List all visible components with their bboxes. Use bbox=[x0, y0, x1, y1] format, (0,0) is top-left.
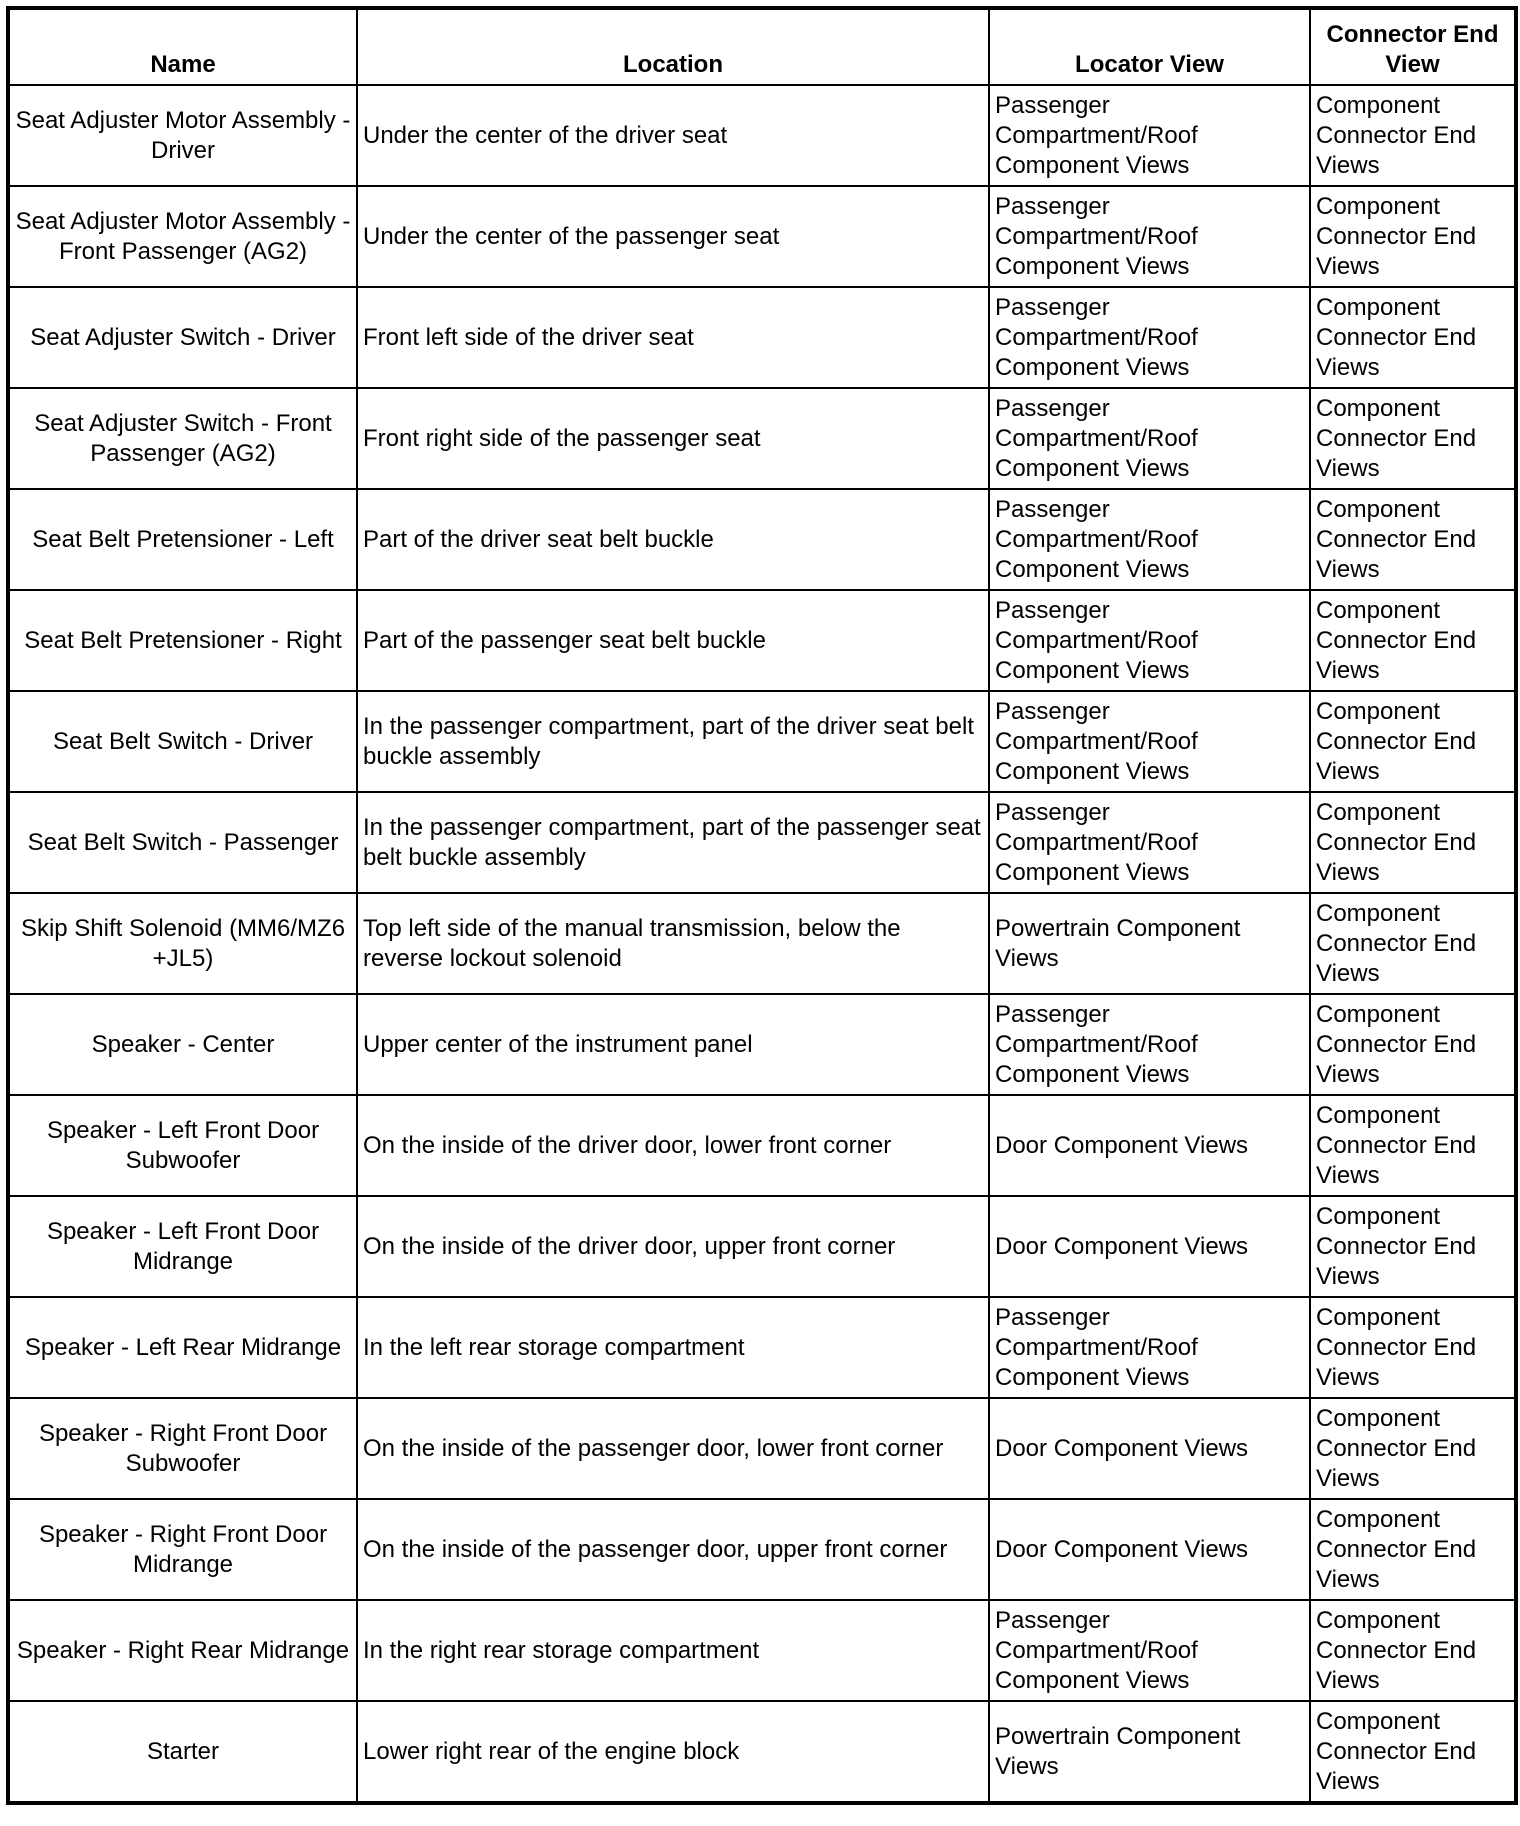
name-cell: Speaker - Left Rear Midrange bbox=[8, 1297, 357, 1398]
connector-end-view-cell: Component Connector End Views bbox=[1310, 1196, 1516, 1297]
name-cell: Seat Adjuster Motor Assembly - Front Passenger (AG2) bbox=[8, 186, 357, 287]
locator-view-cell: Passenger Compartment/Roof Component Views bbox=[989, 489, 1310, 590]
locator-view-cell: Door Component Views bbox=[989, 1095, 1310, 1196]
table-row bbox=[8, 994, 1516, 1095]
header-connector-end-view: Connector End View bbox=[1310, 8, 1516, 85]
name-cell: Speaker - Right Front Door Midrange bbox=[8, 1499, 357, 1600]
header-locator-view: Locator View bbox=[989, 8, 1310, 85]
table-row bbox=[8, 388, 1516, 489]
location-cell: Part of the driver seat belt buckle bbox=[357, 489, 989, 590]
location-cell: Under the center of the passenger seat bbox=[357, 186, 989, 287]
table-row bbox=[8, 1196, 1516, 1297]
locator-view-cell: Passenger Compartment/Roof Component Views bbox=[989, 287, 1310, 388]
table-row bbox=[8, 893, 1516, 994]
connector-end-view-cell: Component Connector End Views bbox=[1310, 85, 1516, 186]
connector-end-view-cell: Component Connector End Views bbox=[1310, 1297, 1516, 1398]
connector-end-view-cell: Component Connector End Views bbox=[1310, 893, 1516, 994]
locator-view-cell: Passenger Compartment/Roof Component Views bbox=[989, 1600, 1310, 1701]
table-body bbox=[8, 85, 1516, 1803]
connector-end-view-cell: Component Connector End Views bbox=[1310, 186, 1516, 287]
connector-end-view-cell: Component Connector End Views bbox=[1310, 489, 1516, 590]
location-cell: Top left side of the manual transmission, below the reverse lockout solenoid bbox=[357, 893, 989, 994]
name-cell: Speaker - Left Front Door Midrange bbox=[8, 1196, 357, 1297]
connector-end-view-cell: Component Connector End Views bbox=[1310, 590, 1516, 691]
name-cell: Seat Adjuster Switch - Front Passenger (AG2) bbox=[8, 388, 357, 489]
name-cell: Seat Adjuster Motor Assembly - Driver bbox=[8, 85, 357, 186]
table-row bbox=[8, 1600, 1516, 1701]
header-location: Location bbox=[357, 8, 989, 85]
connector-end-view-cell: Component Connector End Views bbox=[1310, 1095, 1516, 1196]
connector-end-view-cell: Component Connector End Views bbox=[1310, 1701, 1516, 1803]
connector-end-view-cell: Component Connector End Views bbox=[1310, 388, 1516, 489]
table-row bbox=[8, 590, 1516, 691]
locator-view-cell: Passenger Compartment/Roof Component Views bbox=[989, 792, 1310, 893]
connector-end-view-cell: Component Connector End Views bbox=[1310, 792, 1516, 893]
table-row bbox=[8, 489, 1516, 590]
locator-view-cell: Door Component Views bbox=[989, 1398, 1310, 1499]
locator-view-cell: Passenger Compartment/Roof Component Views bbox=[989, 1297, 1310, 1398]
name-cell: Seat Belt Switch - Driver bbox=[8, 691, 357, 792]
locator-view-cell: Passenger Compartment/Roof Component Views bbox=[989, 994, 1310, 1095]
connector-end-view-cell: Component Connector End Views bbox=[1310, 691, 1516, 792]
locator-view-cell: Passenger Compartment/Roof Component Views bbox=[989, 388, 1310, 489]
name-cell: Seat Belt Pretensioner - Right bbox=[8, 590, 357, 691]
name-cell: Seat Adjuster Switch - Driver bbox=[8, 287, 357, 388]
location-cell: Front right side of the passenger seat bbox=[357, 388, 989, 489]
table-row bbox=[8, 691, 1516, 792]
table-row bbox=[8, 792, 1516, 893]
table-row bbox=[8, 1499, 1516, 1600]
connector-end-view-cell: Component Connector End Views bbox=[1310, 1398, 1516, 1499]
connector-end-view-cell: Component Connector End Views bbox=[1310, 994, 1516, 1095]
component-locator-table bbox=[6, 6, 1518, 1805]
table-row bbox=[8, 287, 1516, 388]
table-row bbox=[8, 85, 1516, 186]
location-cell: Part of the passenger seat belt buckle bbox=[357, 590, 989, 691]
location-cell: Under the center of the driver seat bbox=[357, 85, 989, 186]
name-cell: Seat Belt Pretensioner - Left bbox=[8, 489, 357, 590]
table-header bbox=[8, 8, 1516, 85]
table-row bbox=[8, 1398, 1516, 1499]
location-cell: In the passenger compartment, part of the driver seat belt buckle assembly bbox=[357, 691, 989, 792]
location-cell: On the inside of the driver door, lower front corner bbox=[357, 1095, 989, 1196]
location-cell: Lower right rear of the engine block bbox=[357, 1701, 989, 1803]
name-cell: Speaker - Right Rear Midrange bbox=[8, 1600, 357, 1701]
header-row bbox=[8, 8, 1516, 85]
connector-end-view-cell: Component Connector End Views bbox=[1310, 1600, 1516, 1701]
name-cell: Seat Belt Switch - Passenger bbox=[8, 792, 357, 893]
location-cell: In the right rear storage compartment bbox=[357, 1600, 989, 1701]
location-cell: On the inside of the passenger door, upper front corner bbox=[357, 1499, 989, 1600]
name-cell: Speaker - Right Front Door Subwoofer bbox=[8, 1398, 357, 1499]
table-row bbox=[8, 1297, 1516, 1398]
locator-view-cell: Passenger Compartment/Roof Component Views bbox=[989, 691, 1310, 792]
location-cell: Front left side of the driver seat bbox=[357, 287, 989, 388]
table-row bbox=[8, 1095, 1516, 1196]
header-name: Name bbox=[8, 8, 357, 85]
connector-end-view-cell: Component Connector End Views bbox=[1310, 1499, 1516, 1600]
name-cell: Starter bbox=[8, 1701, 357, 1803]
locator-view-cell: Door Component Views bbox=[989, 1499, 1310, 1600]
location-cell: On the inside of the driver door, upper front corner bbox=[357, 1196, 989, 1297]
locator-view-cell: Passenger Compartment/Roof Component Views bbox=[989, 186, 1310, 287]
locator-view-cell: Powertrain Component Views bbox=[989, 1701, 1310, 1803]
locator-view-cell: Door Component Views bbox=[989, 1196, 1310, 1297]
locator-view-cell: Passenger Compartment/Roof Component Views bbox=[989, 590, 1310, 691]
location-cell: On the inside of the passenger door, lower front corner bbox=[357, 1398, 989, 1499]
location-cell: In the left rear storage compartment bbox=[357, 1297, 989, 1398]
table-row bbox=[8, 186, 1516, 287]
table-row bbox=[8, 1701, 1516, 1803]
location-cell: In the passenger compartment, part of the passenger seat belt buckle assembly bbox=[357, 792, 989, 893]
name-cell: Skip Shift Solenoid (MM6/MZ6 +JL5) bbox=[8, 893, 357, 994]
name-cell: Speaker - Left Front Door Subwoofer bbox=[8, 1095, 357, 1196]
location-cell: Upper center of the instrument panel bbox=[357, 994, 989, 1095]
name-cell: Speaker - Center bbox=[8, 994, 357, 1095]
connector-end-view-cell: Component Connector End Views bbox=[1310, 287, 1516, 388]
locator-view-cell: Powertrain Component Views bbox=[989, 893, 1310, 994]
locator-view-cell: Passenger Compartment/Roof Component Views bbox=[989, 85, 1310, 186]
